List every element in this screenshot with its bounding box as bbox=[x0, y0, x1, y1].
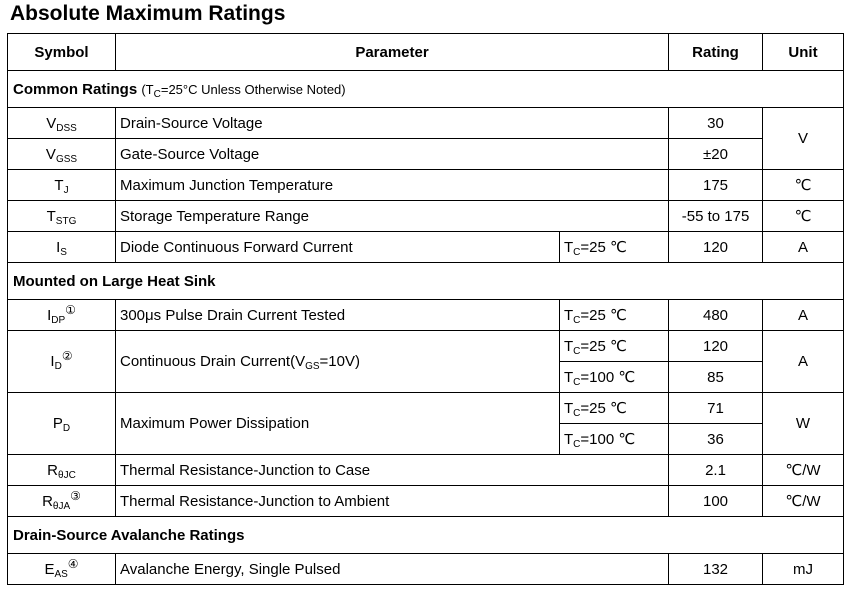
note-text: =25°C Unless Otherwise Noted) bbox=[160, 81, 346, 97]
rating-cell: 85 bbox=[669, 362, 763, 393]
symbol-main: I bbox=[56, 238, 61, 256]
symbol-sub: D bbox=[54, 361, 62, 372]
condition-sub: C bbox=[573, 408, 581, 419]
condition-rest: =25 ℃ bbox=[580, 239, 627, 256]
rating-cell: 100 bbox=[669, 486, 763, 517]
parameter-main: Continuous Drain Current(V bbox=[120, 353, 306, 370]
condition-sub: C bbox=[573, 247, 581, 258]
condition-rest: =100 ℃ bbox=[580, 431, 636, 448]
section-row-avalanche bbox=[8, 517, 844, 554]
symbol-main: I bbox=[47, 306, 52, 324]
condition-cell bbox=[560, 331, 669, 362]
rating-cell: 71 bbox=[669, 393, 763, 424]
symbol-sub: DP bbox=[51, 314, 66, 326]
unit-cell: W bbox=[763, 393, 844, 455]
parameter-cell: Diode Continuous Forward Current bbox=[116, 232, 560, 263]
condition-rest: =25 ℃ bbox=[580, 400, 627, 417]
parameter-cell: Thermal Resistance-Junction to Ambient bbox=[116, 486, 669, 517]
parameter-cell: Maximum Power Dissipation bbox=[116, 393, 560, 455]
rating-cell: -55 to 175 bbox=[669, 201, 763, 232]
header-parameter: Parameter bbox=[116, 34, 669, 71]
symbol-cell bbox=[8, 170, 116, 201]
symbol-cell bbox=[8, 486, 116, 517]
section-note bbox=[141, 81, 346, 100]
parameter-sub: GS bbox=[305, 361, 320, 372]
table-row-rjc bbox=[8, 455, 844, 486]
header-symbol: Symbol bbox=[8, 34, 116, 71]
table-row-vdss bbox=[8, 108, 844, 139]
symbol-sub: STG bbox=[55, 215, 77, 227]
symbol-sub: θJA bbox=[52, 500, 71, 512]
section-common-ratings bbox=[8, 71, 844, 108]
condition-main: T bbox=[564, 431, 574, 448]
unit-cell: ℃ bbox=[763, 170, 844, 201]
table-row-tstg bbox=[8, 201, 844, 232]
note-text: (T bbox=[141, 81, 154, 97]
symbol-main: V bbox=[46, 114, 57, 132]
symbol-sub: AS bbox=[54, 568, 68, 580]
condition-cell bbox=[560, 300, 669, 331]
condition-cell bbox=[560, 362, 669, 393]
footnote-marker: ④ bbox=[67, 556, 79, 571]
table-row-id bbox=[8, 331, 844, 362]
rating-cell: 30 bbox=[669, 108, 763, 139]
condition-main: T bbox=[564, 239, 574, 256]
section-row-common bbox=[8, 71, 844, 108]
condition-main: T bbox=[564, 338, 574, 355]
table-row-idp bbox=[8, 300, 844, 331]
parameter-rest: =10V) bbox=[319, 353, 360, 370]
symbol-sub: θJC bbox=[58, 469, 76, 481]
symbol-cell bbox=[8, 554, 116, 585]
symbol-main: I bbox=[50, 353, 55, 370]
symbol-main: T bbox=[46, 207, 56, 225]
rating-cell: 120 bbox=[669, 232, 763, 263]
symbol-sub: D bbox=[62, 423, 71, 434]
ratings-table bbox=[7, 33, 844, 585]
symbol-cell bbox=[8, 232, 116, 263]
condition-sub: C bbox=[573, 439, 581, 450]
symbol-cell bbox=[8, 455, 116, 486]
unit-cell: ℃ bbox=[763, 201, 844, 232]
unit-cell: A bbox=[763, 300, 844, 331]
condition-rest: =100 ℃ bbox=[580, 369, 636, 386]
condition-rest: =25 ℃ bbox=[580, 307, 627, 324]
section-row-heat-sink bbox=[8, 263, 844, 300]
rating-cell: ±20 bbox=[669, 139, 763, 170]
parameter-cell: Maximum Junction Temperature bbox=[116, 170, 669, 201]
condition-sub: C bbox=[573, 377, 581, 388]
unit-cell: V bbox=[763, 108, 844, 170]
rating-cell: 120 bbox=[669, 331, 763, 362]
section-label: Common Ratings bbox=[13, 80, 138, 98]
note-sub: C bbox=[153, 88, 161, 100]
unit-cell: ℃/W bbox=[763, 455, 844, 486]
table-row-vgss bbox=[8, 139, 844, 170]
condition-cell bbox=[560, 232, 669, 263]
symbol-main: V bbox=[45, 145, 56, 163]
table-row-eas bbox=[8, 554, 844, 585]
condition-main: T bbox=[564, 400, 574, 417]
footnote-marker: ② bbox=[61, 349, 73, 363]
symbol-sub: J bbox=[63, 184, 69, 196]
parameter-cell: Avalanche Energy, Single Pulsed bbox=[116, 554, 669, 585]
unit-cell: A bbox=[763, 331, 844, 393]
symbol-main: E bbox=[44, 560, 55, 578]
rating-cell: 132 bbox=[669, 554, 763, 585]
parameter-cell: 300μs Pulse Drain Current Tested bbox=[116, 300, 560, 331]
unit-cell: mJ bbox=[763, 554, 844, 585]
parameter-cell: Storage Temperature Range bbox=[116, 201, 669, 232]
condition-rest: =25 ℃ bbox=[580, 338, 627, 355]
parameter-cell: Drain-Source Voltage bbox=[116, 108, 669, 139]
table-header-row bbox=[8, 34, 844, 71]
rating-cell: 2.1 bbox=[669, 455, 763, 486]
condition-sub: C bbox=[573, 346, 581, 357]
symbol-main: R bbox=[47, 461, 59, 479]
section-avalanche: Drain-Source Avalanche Ratings bbox=[8, 517, 844, 554]
table-row-rja bbox=[8, 486, 844, 517]
symbol-cell bbox=[8, 139, 116, 170]
rating-cell: 175 bbox=[669, 170, 763, 201]
header-rating: Rating bbox=[669, 34, 763, 71]
parameter-cell bbox=[116, 331, 560, 393]
symbol-cell bbox=[8, 300, 116, 331]
symbol-main: T bbox=[54, 176, 64, 194]
footnote-marker: ③ bbox=[70, 488, 81, 503]
symbol-cell bbox=[8, 393, 116, 455]
condition-cell bbox=[560, 393, 669, 424]
symbol-main: P bbox=[52, 415, 63, 432]
footnote-marker: ① bbox=[65, 302, 76, 317]
condition-main: T bbox=[564, 307, 574, 324]
condition-sub: C bbox=[573, 315, 581, 326]
unit-cell: ℃/W bbox=[763, 486, 844, 517]
rating-cell: 480 bbox=[669, 300, 763, 331]
unit-cell: A bbox=[763, 232, 844, 263]
condition-cell bbox=[560, 424, 669, 455]
symbol-sub: S bbox=[60, 246, 67, 258]
parameter-cell: Gate-Source Voltage bbox=[116, 139, 669, 170]
table-row-is bbox=[8, 232, 844, 263]
symbol-cell bbox=[8, 108, 116, 139]
rating-cell: 36 bbox=[669, 424, 763, 455]
symbol-cell bbox=[8, 201, 116, 232]
condition-main: T bbox=[564, 369, 574, 386]
symbol-sub: GSS bbox=[55, 153, 78, 165]
table-row-pd bbox=[8, 393, 844, 424]
page-title: Absolute Maximum Ratings bbox=[10, 2, 286, 25]
section-heat-sink: Mounted on Large Heat Sink bbox=[8, 263, 844, 300]
table-row-tj bbox=[8, 170, 844, 201]
symbol-sub: DSS bbox=[56, 122, 77, 134]
symbol-cell bbox=[8, 331, 116, 393]
parameter-cell: Thermal Resistance-Junction to Case bbox=[116, 455, 669, 486]
header-unit: Unit bbox=[763, 34, 844, 71]
symbol-main: R bbox=[42, 492, 53, 510]
